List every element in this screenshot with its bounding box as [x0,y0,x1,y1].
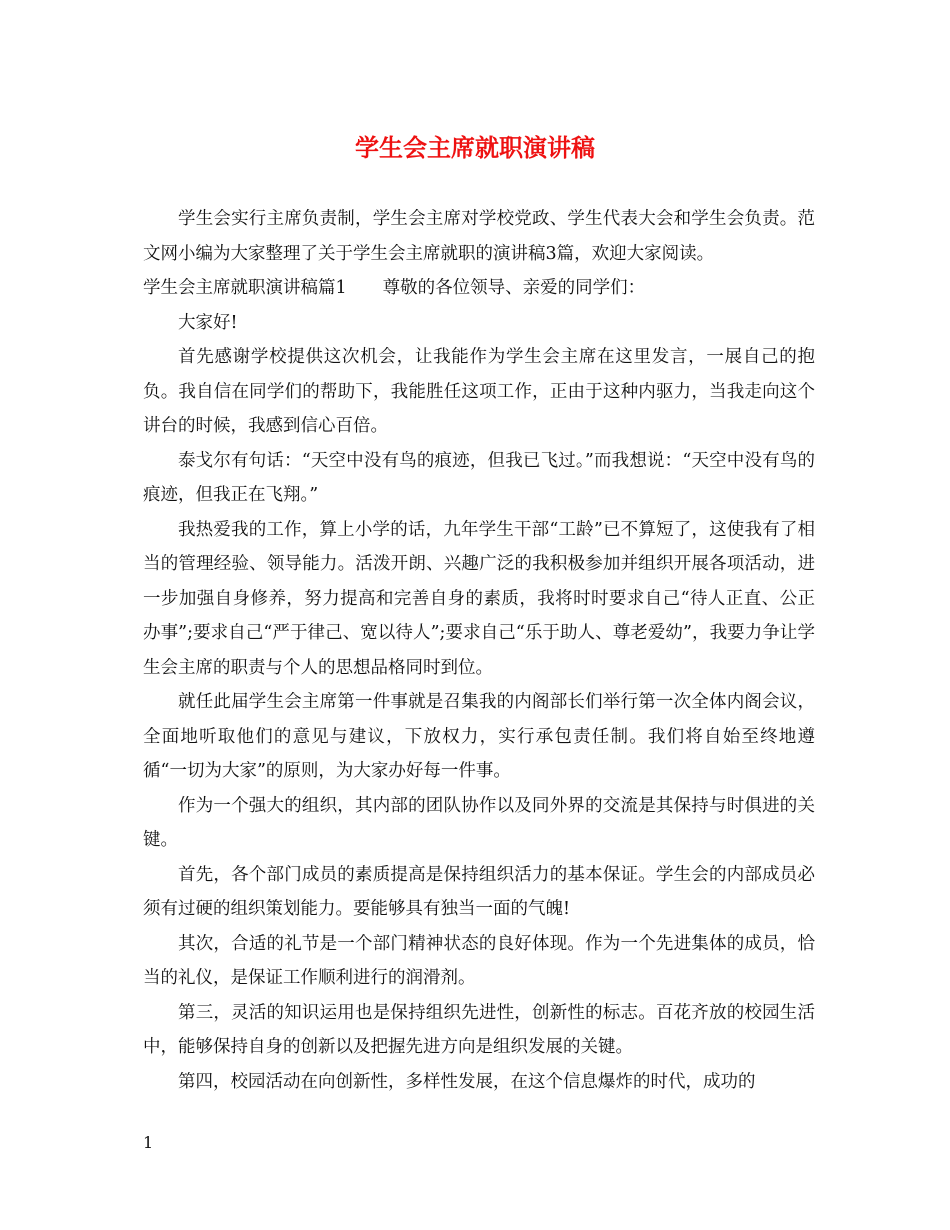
greeting: 大家好! [178,312,238,333]
body-paragraph: 其次，合适的礼节是一个部门精神状态的良好体现。作为一个先进集体的成员，恰当的礼仪，是保证工作顺利进行的润滑剂。 [143,933,815,988]
body-paragraph: 作为一个强大的组织，其内部的团队协作以及同外界的交流是其保持与时俱进的关键。 [143,795,815,850]
page-number: 1 [143,1133,154,1152]
body-paragraph: 第四，校园活动在向创新性，多样性发展，在这个信息爆炸的时代，成功的 [178,1071,756,1092]
body-paragraph: 首先，各个部门成员的素质提高是保持组织活力的基本保证。学生会的内部成员必须有过硬的组织策划能力。要能够具有独当一面的气魄! [143,864,815,919]
document-body [143,202,815,1099]
body-paragraph: 首先感谢学校提供这次机会，让我能作为学生会主席在这里发言，一展自己的抱负。我自信在同学们的帮助下，我能胜任这项工作，正由于这种内驱力，当我走向这个讲台的时候，我感到信心百倍。 [143,347,815,436]
salutation: 尊敬的各位领导、亲爱的同学们： [382,278,646,298]
body-paragraph: 第三，灵活的知识运用也是保持组织先进性，创新性的标志。百花齐放的校园生活中，能够保持自身的创新以及把握先进方向是组织发展的关键。 [143,1002,815,1057]
body-paragraph: 就任此届学生会主席第一件事就是召集我的内阁部长们举行第一次全体内阁会议，全面地听取他们的意见与建议，下放权力，实行承包责任制。我们将自始至终地遵循“一切为大家”的原则，为大家办好每一件事。 [143,692,815,781]
body-paragraph: 泰戈尔有句话：“天空中没有鸟的痕迹，但我已飞过。”而我想说：“天空中没有鸟的痕迹，但我正在飞翔。” [143,450,815,505]
intro-paragraph: 学生会实行主席负责制，学生会主席对学校党政、学生代表大会和学生会负责。范文网小编为大家整理了关于学生会主席就职的演讲稿3篇，欢迎大家阅读。 [143,209,815,264]
body-paragraph: 我热爱我的工作，算上小学的话，九年学生干部“工龄”已不算短了，这使我有了相当的管理经验、领导能力。活泼开朗、兴趣广泛的我积极参加并组织开展各项活动，进一步加强自身修养，努力提高和完善自身的素质，我将时时要求自己“待人正直、公正办事”;要求自己“严于律己、宽以待人”;要求自己“乐于助人、尊老爱幼”，我要力争让学生会主席的职责与个人的思想品格同时到位。 [143,519,815,678]
section-heading-line [143,271,815,306]
section-heading: 学生会主席就职演讲稿篇1 [143,278,347,298]
document-title: 学生会主席就职演讲稿 [355,133,595,162]
